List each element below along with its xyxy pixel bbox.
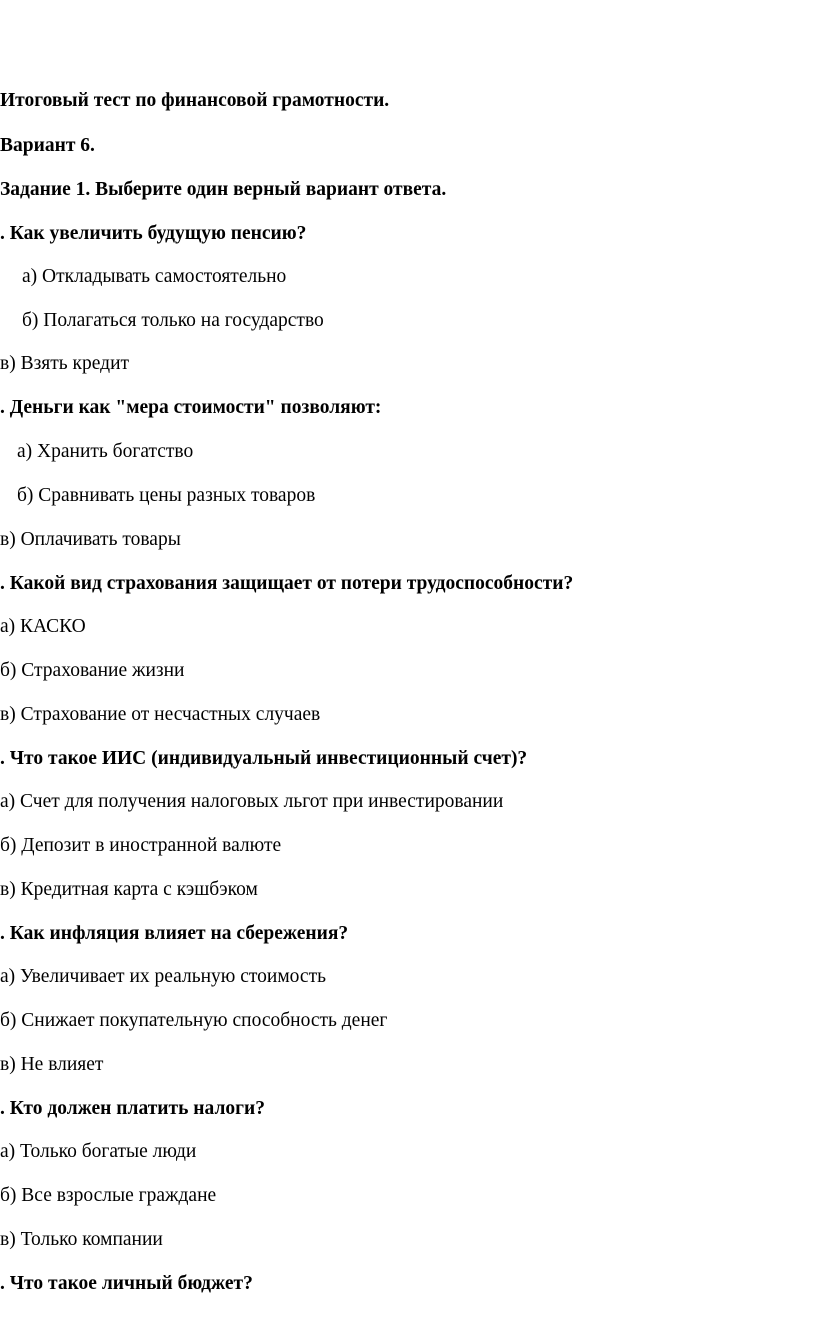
answer-3c: в) Страхование от несчастных случаев: [0, 704, 321, 725]
answer-5a: а) Увеличивает их реальную стоимость: [0, 966, 326, 987]
answer-6b: б) Все взрослые граждане: [0, 1185, 217, 1206]
question-3: . Какой вид страхования защищает от потери трудоспособности?: [0, 573, 574, 594]
answer-1b: б) Полагаться только на государство: [22, 310, 324, 331]
answer-3a: а) КАСКО: [0, 616, 86, 637]
answer-3b: б) Страхование жизни: [0, 660, 185, 681]
answer-6a: а) Только богатые люди: [0, 1141, 197, 1162]
question-1: . Как увеличить будущую пенсию?: [0, 223, 307, 244]
answer-4c: в) Кредитная карта с кэшбэком: [0, 879, 258, 900]
variant-label: Вариант 6.: [0, 135, 95, 156]
document-title: Итоговый тест по финансовой грамотности.: [0, 90, 390, 111]
answer-2b: б) Сравнивать цены разных товаров: [17, 485, 316, 506]
answer-6c: в) Только компании: [0, 1229, 163, 1250]
answer-1c: в) Взять кредит: [0, 353, 130, 374]
answer-4a: а) Счет для получения налоговых льгот при инвестировании: [0, 791, 504, 812]
answer-2a: а) Хранить богатство: [17, 441, 194, 462]
question-2: . Деньги как "мера стоимости" позволяют:: [0, 397, 382, 418]
question-6: . Кто должен платить налоги?: [0, 1098, 265, 1119]
question-7: . Что такое личный бюджет?: [0, 1273, 253, 1294]
answer-2c: в) Оплачивать товары: [0, 529, 181, 550]
task-heading: Задание 1. Выберите один верный вариант ответа.: [0, 179, 447, 200]
question-5: . Как инфляция влияет на сбережения?: [0, 923, 349, 944]
answer-4b: б) Депозит в иностранной валюте: [0, 835, 282, 856]
answer-5b: б) Снижает покупательную способность денег: [0, 1010, 388, 1031]
answer-5c: в) Не влияет: [0, 1054, 104, 1075]
question-4: . Что такое ИИС (индивидуальный инвестиционный счет)?: [0, 748, 528, 769]
answer-1a: а) Откладывать самостоятельно: [22, 266, 287, 287]
